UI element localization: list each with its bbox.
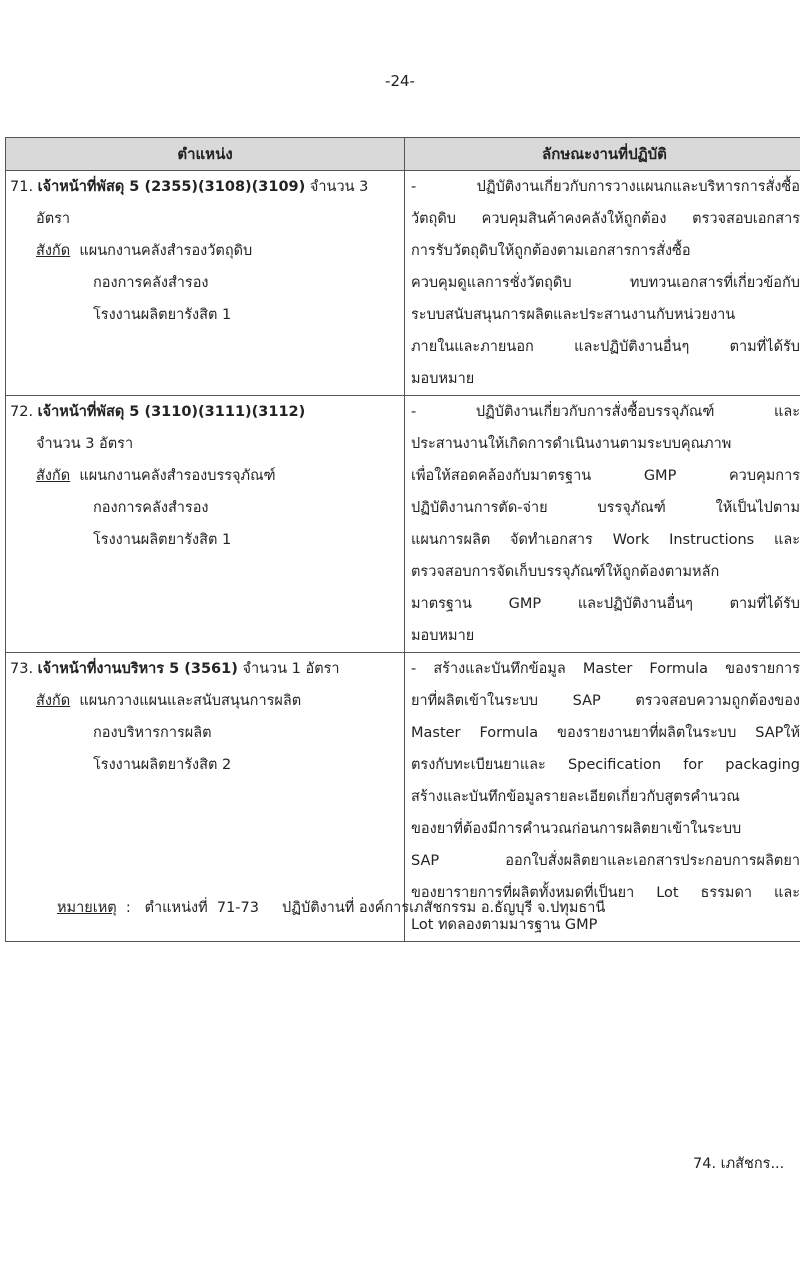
continuation-text: 74. เภสัชกร... [693, 1156, 785, 1172]
duty-line: มาตรฐาน GMP และปฏิบัติงานอื่นๆ ตามที่ได้รับ [411, 596, 800, 612]
position-title: เจ้าหน้าที่พัสดุ 5 (3110)(3111)(3112) [37, 404, 306, 420]
row-number: 72. [10, 404, 34, 420]
duty-line: ของยารายการที่ผลิตทั้งหมดที่เป็นยา Lot ธรรมดา และ [411, 885, 800, 901]
footnote-positions: ตำแหน่งที่ 71-73 [144, 900, 259, 916]
duty-line: ควบคุมดูแลการชั่งวัตถุดิบ ทบทวนเอกสารที่เกี่ยวข้อกับ [411, 275, 800, 291]
duty-line: มอบหมาย [411, 371, 475, 387]
duty-line: - สร้างและบันทึกข้อมูล Master Formula ของรายการ [411, 661, 800, 677]
duty-line: ตรวจสอบการจัดเก็บบรรจุภัณฑ์ให้ถูกต้องตามหลัก [411, 564, 720, 580]
duty-line: ยาที่ผลิตเข้าในระบบ SAP ตรวจสอบความถูกต้องของ [411, 693, 800, 709]
footnote-label: หมายเหตุ [57, 900, 117, 916]
duty-line: แผนการผลิต จัดทำเอกสาร Work Instructions และ [411, 532, 800, 548]
affiliation-label: สังกัด [36, 243, 71, 259]
duty-line: วัตถุดิบ ควบคุมสินค้าคงคลังให้ถูกต้อง ตรวจสอบเอกสาร [411, 211, 800, 227]
footnote-location: ปฏิบัติงานที่ องค์การเภสัชกรรม อ.ธัญบุรี จ.ปทุมธานี [282, 900, 606, 916]
duty-line: ปฏิบัติงานการตัด-จ่าย บรรจุภัณฑ์ ให้เป็นไปตาม [411, 500, 800, 516]
column-header-duties: ลักษณะงานที่ปฏิบัติ [405, 138, 800, 171]
duty-line: มอบหมาย [411, 628, 475, 644]
duties-cell [405, 171, 800, 396]
duty-line: SAP ออกใบสั่งผลิตยาและเอกสารประกอบการผลิตยา [411, 853, 800, 869]
row-number: 73. [10, 661, 34, 677]
affiliation-label: สังกัด [36, 468, 71, 484]
column-header-position: ตำแหน่ง [6, 138, 405, 171]
duty-line: Master Formula ของรายงานยาที่ผลิตในระบบ SAPให้ [411, 725, 800, 741]
position-count: จำนวน 3 [309, 179, 369, 195]
duty-line: ระบบสนับสนุนการผลิตและประสานงานกับหน่วยงาน [411, 307, 736, 323]
positions-table [5, 137, 800, 942]
row-number: 71. [10, 179, 34, 195]
duty-line: - ปฏิบัติงานเกี่ยวกับการสั่งซื้อบรรจุภัณฑ์ และ [411, 404, 800, 420]
unit-division: กองการคลังสำรอง [93, 275, 209, 291]
unit-plant: โรงงานผลิตยารังสิต 1 [93, 307, 232, 323]
unit-department: แผนกงานคลังสำรองวัตถุดิบ [79, 243, 253, 259]
unit-plant: โรงงานผลิตยารังสิต 1 [93, 532, 232, 548]
unit-department: แผนกวางแผนและสนับสนุนการผลิต [79, 693, 302, 709]
duty-line: การรับวัตถุดิบให้ถูกต้องตามเอกสารการสั่งซื้อ [411, 243, 691, 259]
footnote [57, 896, 605, 919]
table-header-row [6, 138, 800, 171]
duty-line: สร้างและบันทึกข้อมูลรายละเอียดเกี่ยวกับสูตรคำนวณ [411, 789, 740, 805]
unit-division: กองบริหารการผลิต [93, 725, 212, 741]
position-title: เจ้าหน้าที่พัสดุ 5 (2355)(3108)(3109) [37, 179, 306, 195]
footnote-separator: : [125, 900, 131, 916]
duty-line: Lot ทดลองตามมารฐาน GMP [411, 917, 598, 933]
duty-line: ของยาที่ต้องมีการคำนวณก่อนการผลิตยาเข้าในระบบ [411, 821, 742, 837]
duties-cell [405, 396, 800, 653]
duty-line: ภายในและภายนอก และปฏิบัติงานอื่นๆ ตามที่ได้รับ [411, 339, 800, 355]
unit-plant: โรงงานผลิตยารังสิต 2 [93, 757, 232, 773]
affiliation-label: สังกัด [36, 693, 71, 709]
position-count-cont: จำนวน 3 อัตรา [36, 436, 134, 452]
unit-division: กองการคลังสำรอง [93, 500, 209, 516]
position-cell [6, 396, 405, 653]
duty-line: - ปฏิบัติงานเกี่ยวกับการวางแผนกและบริหารการสั่งซื้อ [411, 179, 800, 195]
duty-line: ตรงกับทะเบียนยาและ Specification for packaging [411, 757, 800, 773]
position-cell [6, 171, 405, 396]
table-row [6, 396, 800, 653]
table-row [6, 171, 800, 396]
duty-line: เพื่อให้สอดคล้องกับมาตรฐาน GMP ควบคุมการ [411, 468, 800, 484]
position-count: จำนวน 1 อัตรา [242, 661, 340, 677]
page-number: -24- [385, 72, 415, 90]
duty-line: ประสานงานให้เกิดการดำเนินงานตามระบบคุณภาพ [411, 436, 732, 452]
position-title: เจ้าหน้าที่งานบริหาร 5 (3561) [37, 661, 238, 677]
position-count-cont: อัตรา [36, 211, 71, 227]
unit-department: แผนกงานคลังสำรองบรรจุภัณฑ์ [79, 468, 276, 484]
